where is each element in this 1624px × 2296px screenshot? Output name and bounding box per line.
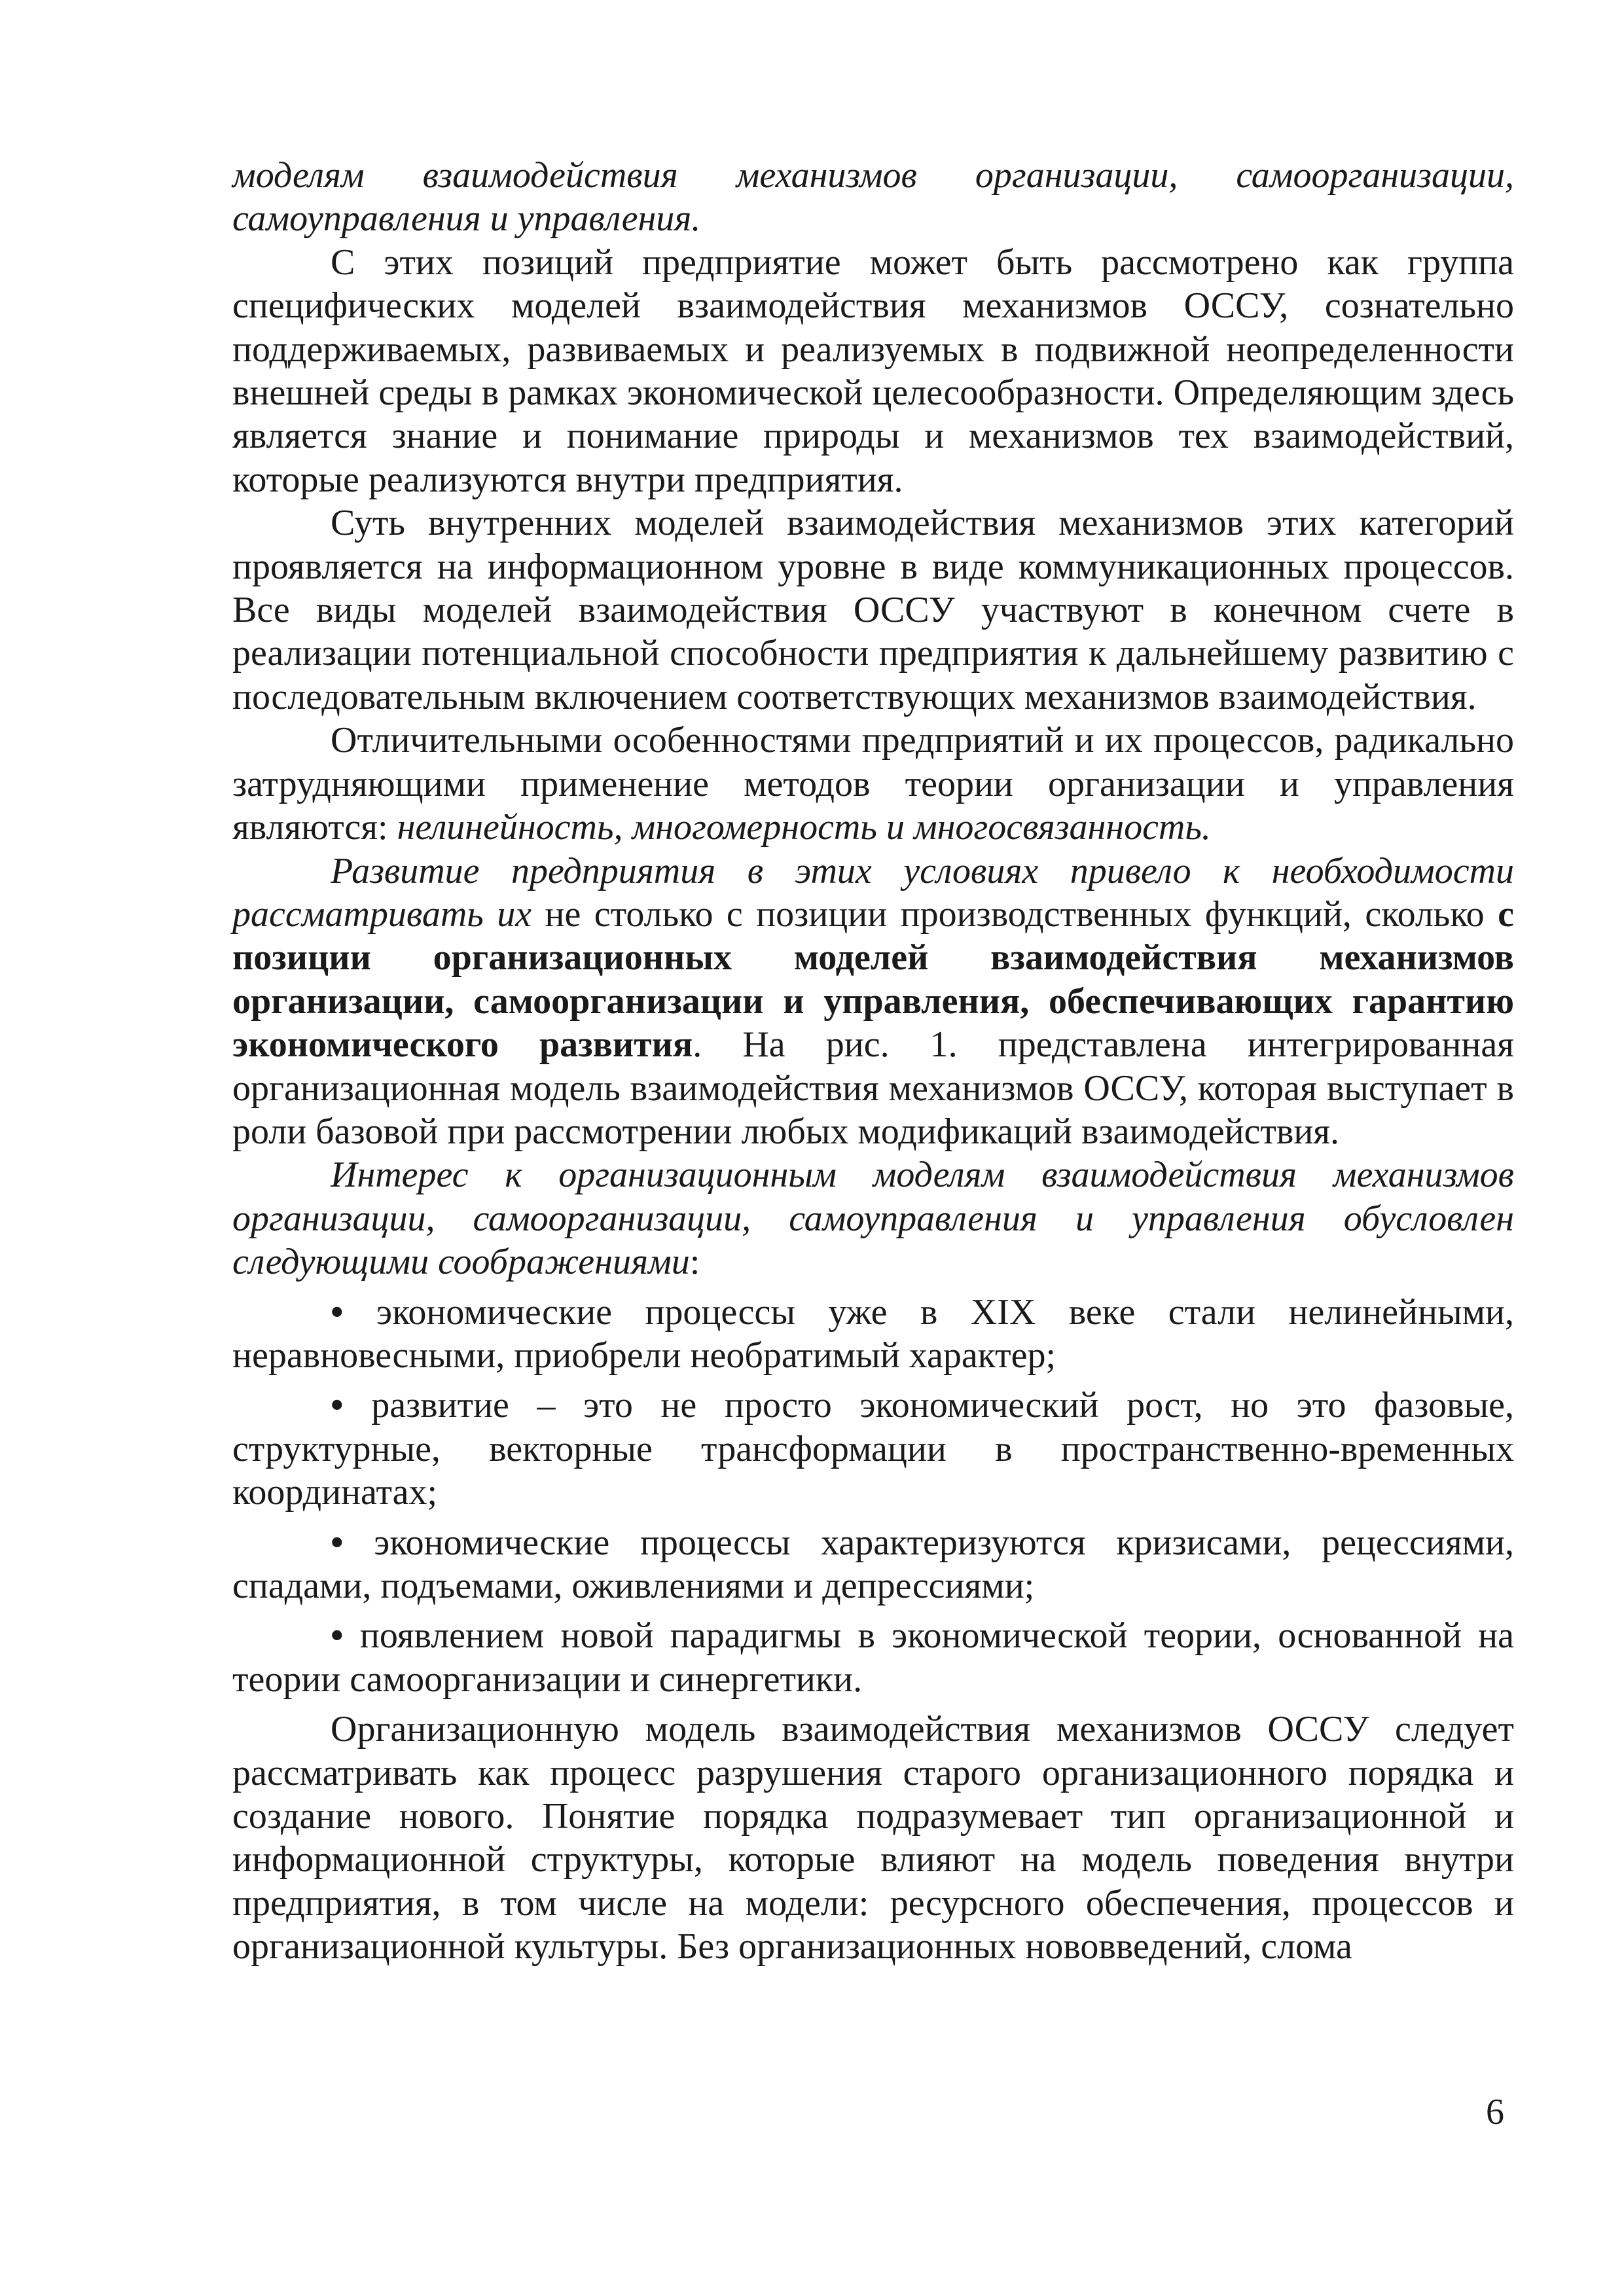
document-page [232,154,1514,1969]
bullet-text: экономические процессы уже в XIX веке стали нелинейными, неравновесными, приобрели необратимый характер; [232,1291,1514,1376]
plain-text: : [689,1242,700,1283]
page-number: 6 [1486,2092,1504,2132]
paragraph-distinctive-features [232,719,1514,849]
paragraph-enterprise-as-models: С этих позиций предприятие может быть рассмотрено как группа специфических моделей взаимодействия механизмов ОССУ, сознательно поддерживаемых, развиваемых и реализуемых в подвижной неопределенности внешней среды в рамках экономической целесообразности. Определяющим здесь является знание и понимание природы и механизмов тех взаимодействий, которые реализуются внутри предприятия. [232,242,1514,500]
plain-text: . На рис. 1. представлена интегрированная организационная модель взаимодействия механизмов ОССУ, которая выступает в роли базовой при рассмотрении любых модификаций взаимодействия. [232,1024,1514,1152]
bold-text: с позиции организационных моделей взаимодействия механизмов организации, самоорганизации и управления, обеспечивающих гарантию экономического развития [232,893,1514,1066]
bullet-item [232,1521,1514,1608]
bullet-text: развитие – это не просто экономический рост, но это фазовые, структурные, векторные трансформации в пространственно-временных координатах; [232,1385,1514,1513]
paragraph-development [232,850,1514,1154]
bullet-dot-icon: • [331,1291,344,1333]
italic-text: нелинейность, многомерность и многосвязанность. [397,807,1211,848]
paragraph-interest [232,1153,1514,1283]
plain-text: не столько с позиции производственных функций, сколько [532,893,1498,935]
italic-text: Интерес к организационным моделям взаимодействия механизмов организации, самоорганизации, самоуправления и управления обусловлен следующими соображениями [232,1155,1514,1283]
bullet-item [232,1291,1514,1378]
paragraph-internal-models: Суть внутренних моделей взаимодействия механизмов этих категорий проявляется на информационном уровне в виде коммуникационных процессов. Все виды моделей взаимодействия ОССУ участвуют в конечном счете в реализации потенциальной способности предприятия к дальнейшему развитию с последовательным включением соответствующих механизмов взаимодействия. [232,503,1514,717]
bullet-text: появлением новой парадигмы в экономической теории, основанной на теории самоорганизации и синергетики. [232,1615,1514,1700]
plain-text: Отличительными особенностями предприятий и их процессов, радикально затрудняющими применение методов теории организации и управления являются: [232,720,1514,848]
bullet-dot-icon: • [331,1385,344,1426]
italic-text: Развитие предприятия в этих условиях привело к необходимости рассматривать их [232,850,1514,935]
paragraph-continuation [232,154,1514,241]
italic-text: моделям взаимодействия механизмов организации, самоорганизации, самоуправления и управления. [232,155,1514,240]
bullet-dot-icon: • [331,1615,344,1657]
bullet-text: экономические процессы характеризуются кризисами, рецессиями, спадами, подъемами, оживлениями и депрессиями; [232,1522,1514,1606]
bullet-item [232,1384,1514,1514]
bullet-item [232,1614,1514,1701]
paragraph-organizational-model: Организационную модель взаимодействия механизмов ОССУ следует рассматривать как процесс разрушения старого организационного порядка и создание нового. Понятие порядка подразумевает тип организационной и информационной структуры, которые влияют на модель поведения внутри предприятия, в том числе на модели: ресурсного обеспечения, процессов и организационной культуры. Без организационных нововведений, слома [232,1709,1514,1967]
bullet-dot-icon: • [331,1522,344,1563]
